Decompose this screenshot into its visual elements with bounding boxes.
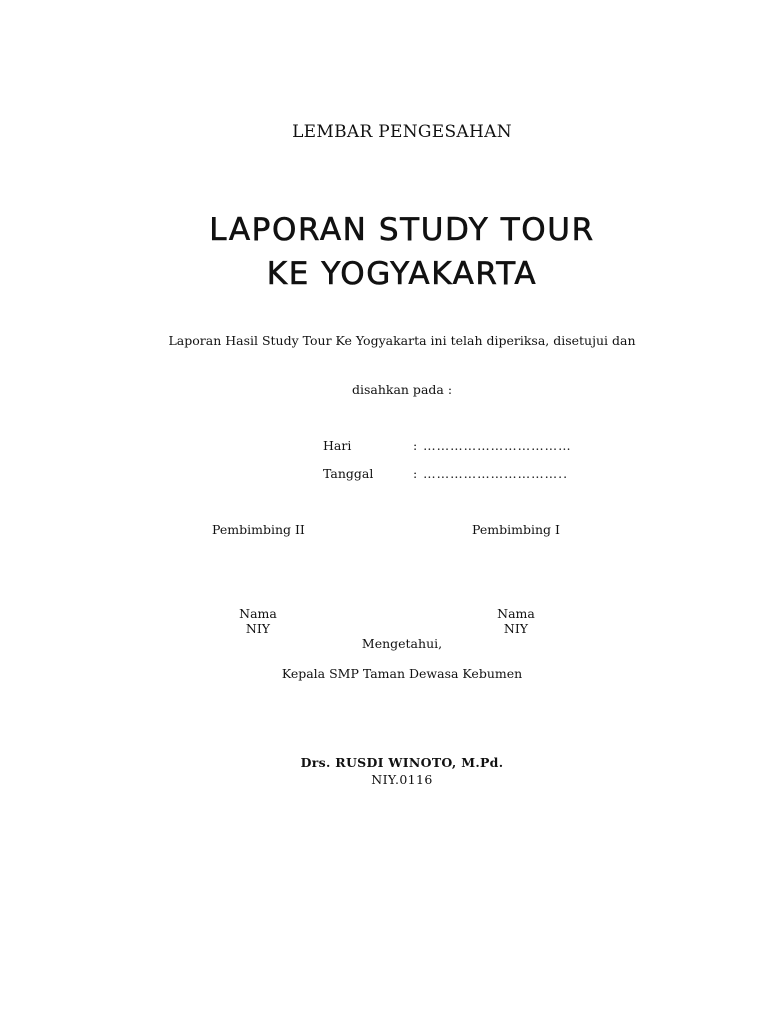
signatory-right-name-label: Nama <box>497 606 535 621</box>
intro-text-line-1: Laporan Hasil Study Tour Ke Yogyakarta ini telah diperiksa, disetujui dan <box>168 333 636 348</box>
main-title-line-1: LAPORAN STUDY TOUR <box>209 212 595 248</box>
sheet-title: LEMBAR PENGESAHAN <box>292 122 512 142</box>
main-title-line-2: KE YOGYAKARTA <box>266 256 538 292</box>
headmaster-position: Kepala SMP Taman Dewasa Kebumen <box>281 666 523 681</box>
signatory-left-name-label: Nama <box>239 606 277 621</box>
field-value-hari: : …………………………… <box>413 438 572 453</box>
signatory-left-title: Pembimbing II <box>212 522 305 537</box>
headmaster-id: NIY.0116 <box>371 772 433 787</box>
headmaster-name: Drs. RUSDI WINOTO, M.Pd. <box>300 755 504 770</box>
signatory-right-block <box>480 606 552 636</box>
acknowledgement-label: Mengetahui, <box>361 636 443 651</box>
signatory-right-id-label: NIY <box>503 621 529 636</box>
field-label-hari: Hari <box>323 438 352 453</box>
intro-text-line-2: disahkan pada : <box>351 382 453 397</box>
signatory-right-title: Pembimbing I <box>472 522 560 537</box>
field-value-tanggal: : ………………………….. <box>413 466 569 481</box>
field-label-tanggal: Tanggal <box>323 466 374 481</box>
signatory-left-block <box>222 606 294 636</box>
signatory-left-id-label: NIY <box>245 621 271 636</box>
